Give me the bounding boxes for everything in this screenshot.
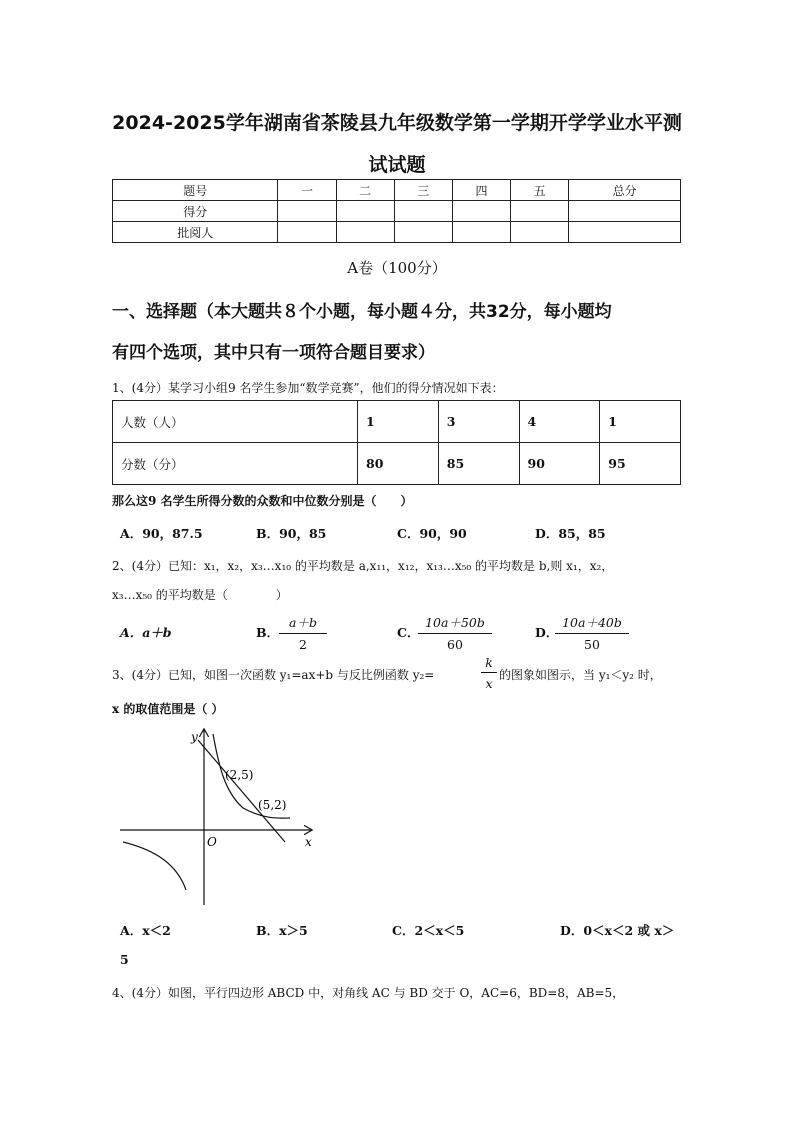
table-cell: 1 (358, 401, 439, 443)
y-axis-label: y (191, 730, 198, 744)
q2-option-c-label[interactable]: C． (397, 625, 420, 640)
section-heading: 一、选择题（本大题共８个小题，每小题４分，共32分，每小题均 (112, 302, 612, 322)
q2-option-b-label[interactable]: B． (256, 625, 280, 640)
score-cell[interactable] (452, 201, 510, 222)
table-row (113, 443, 681, 485)
score-cell[interactable] (278, 201, 336, 222)
table-row (113, 401, 681, 443)
point-label-1: (2,5) (225, 768, 254, 782)
q1-table (112, 400, 681, 485)
table-cell: 95 (600, 443, 681, 485)
table-cell: 4 (519, 401, 600, 443)
table-cell: 85 (438, 443, 519, 485)
table-cell: 80 (358, 443, 439, 485)
q3-option-d[interactable]: D．0＜x＜2 或 x＞ (560, 923, 675, 938)
fraction-numerator: k (481, 655, 497, 673)
header-cell: 题号 (113, 180, 278, 201)
score-cell[interactable] (336, 201, 394, 222)
q3-option-b[interactable]: B．x＞5 (256, 923, 308, 938)
header-cell: 一 (278, 180, 336, 201)
header-cell: 二 (336, 180, 394, 201)
grader-cell[interactable] (336, 222, 394, 243)
score-cell[interactable] (569, 201, 681, 222)
q3-line1b: 的图象如图示，当 y₁＜y₂ 时， (499, 668, 662, 682)
x-axis-label: x (305, 835, 312, 849)
row-label: 得分 (113, 201, 278, 222)
table-cell: 90 (519, 443, 600, 485)
q3-fraction (481, 655, 497, 691)
q3-option-c[interactable]: C．2＜x＜5 (392, 923, 465, 938)
q3-option-d-wrap: 5 (120, 952, 129, 967)
table-cell: 3 (438, 401, 519, 443)
point-label-2: (5,2) (258, 798, 287, 812)
q2-option-d-label[interactable]: D． (535, 625, 559, 640)
grader-cell[interactable] (278, 222, 336, 243)
grader-cell[interactable] (569, 222, 681, 243)
q3-line1a: 3、(4分）已知，如图一次函数 y₁=ax+b 与反比例函数 y₂= (112, 668, 435, 682)
section-heading-cont: 有四个选项，其中只有一项符合题目要求） (112, 343, 435, 363)
q4-stem: 4、(4分）如图，平行四边形 ABCD 中，对角线 AC 与 BD 交于 O，AC=6，BD=8，AB=5， (112, 986, 625, 1000)
q1-option-c[interactable]: C．90，90 (397, 526, 467, 541)
page-title-cont: 试试题 (368, 154, 426, 176)
fraction-denominator: 50 (584, 637, 600, 652)
grader-cell[interactable] (394, 222, 452, 243)
q1-option-d[interactable]: D．85，85 (535, 526, 606, 541)
grader-cell[interactable] (452, 222, 510, 243)
header-cell: 三 (394, 180, 452, 201)
grader-cell[interactable] (511, 222, 569, 243)
score-table-header-row (113, 180, 681, 201)
q2-option-c-fraction (418, 613, 492, 652)
fraction-numerator: 10a＋50b (418, 613, 492, 634)
score-table (112, 179, 681, 243)
grader-row (113, 222, 681, 243)
score-cell[interactable] (511, 201, 569, 222)
q2-option-d-fraction (555, 613, 629, 652)
volume-heading: A卷（100分） (347, 259, 447, 277)
header-cell: 四 (452, 180, 510, 201)
q1-option-b[interactable]: B．90，85 (256, 526, 327, 541)
row-label: 批阅人 (113, 222, 278, 243)
fraction-numerator: 10a＋40b (555, 613, 629, 634)
origin-label: O (207, 835, 217, 849)
fraction-numerator: a＋b (279, 613, 327, 634)
q2-option-a[interactable]: A．a＋b (120, 625, 172, 640)
q1-question: 那么这9 名学生所得分数的众数和中位数分别是（ ） (112, 494, 413, 508)
q3-option-a[interactable]: A．x＜2 (120, 923, 171, 938)
fraction-denominator: 2 (299, 637, 307, 652)
score-row (113, 201, 681, 222)
fraction-denominator: x (485, 676, 493, 691)
hyperbola-branch-q3 (123, 842, 186, 890)
linear-function-line (198, 740, 285, 842)
q3-function-graph (115, 722, 325, 912)
table-cell: 人数（人） (113, 401, 358, 443)
page-title: 2024-2025学年湖南省茶陵县九年级数学第一学期开学学业水平测 (112, 112, 682, 134)
q2-option-b-fraction (279, 613, 327, 652)
header-cell: 总分 (569, 180, 681, 201)
table-cell: 1 (600, 401, 681, 443)
q3-line2: x 的取值范围是（ ） (112, 702, 224, 716)
header-cell: 五 (511, 180, 569, 201)
table-cell: 分数（分） (113, 443, 358, 485)
q2-line2: x₃…x₅₀ 的平均数是（ ） (112, 588, 288, 602)
score-cell[interactable] (394, 201, 452, 222)
fraction-denominator: 60 (447, 637, 463, 652)
q1-option-a[interactable]: A．90，87.5 (120, 526, 203, 541)
q2-line1: 2、(4分）已知：x₁，x₂，x₃…x₁₀ 的平均数是 a,x₁₁，x₁₂，x₁₃…x₅₀ 的平均数是 b,则 x₁，x₂， (112, 559, 614, 573)
q1-stem: 1、(4分）某学习小组9 名学生参加“数学竞赛”，他们的得分情况如下表： (112, 381, 504, 395)
